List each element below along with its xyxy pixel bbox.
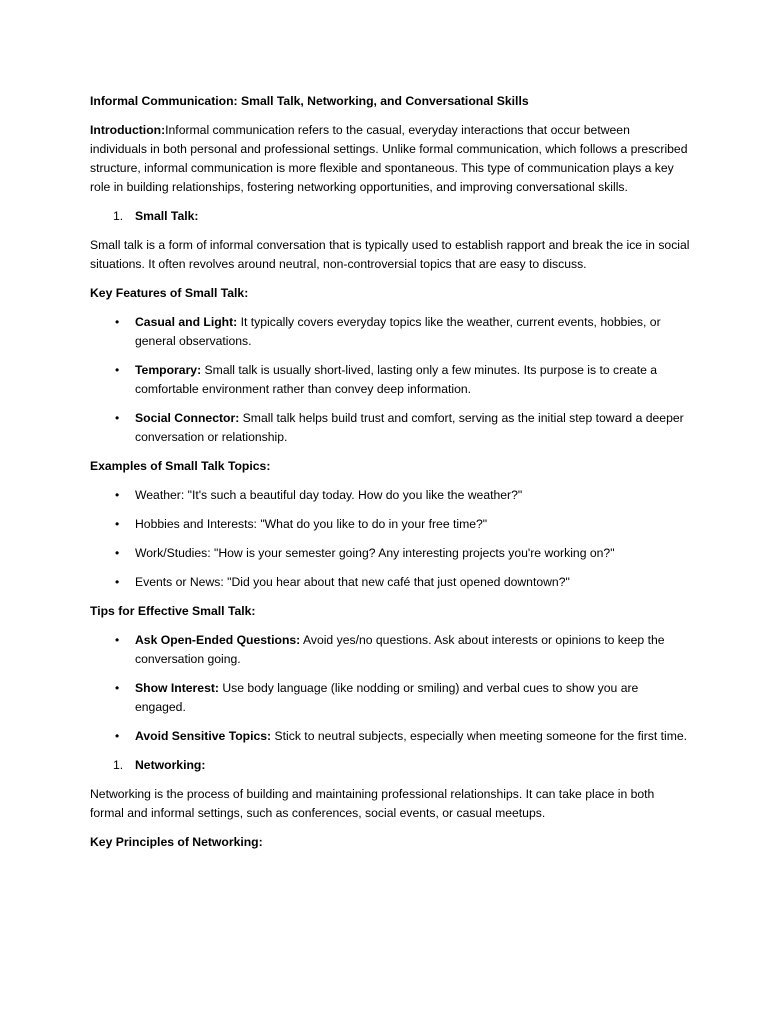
list-item: [90, 573, 690, 592]
list-item: [90, 313, 690, 351]
bullet-icon: •: [115, 488, 120, 502]
features-heading: Key Features of Small Talk:: [90, 286, 249, 300]
tips-heading: Tips for Effective Small Talk:: [90, 604, 256, 618]
list-item-label: Ask Open-Ended Questions:: [135, 633, 301, 647]
bullet-icon: •: [115, 546, 120, 560]
principles-heading: Key Principles of Networking:: [90, 835, 263, 849]
bullet-icon: •: [115, 315, 120, 329]
section-heading: Networking:: [135, 758, 206, 772]
section-networking-heading: [90, 756, 690, 775]
document-title: Informal Communication: Small Talk, Networking, and Conversational Skills: [90, 94, 529, 108]
intro-paragraph: [90, 121, 690, 197]
section-number: 1.: [113, 758, 124, 772]
list-item: [90, 679, 690, 717]
list-item-label: Show Interest:: [135, 681, 219, 695]
list-item-text: Use body language (like nodding or smiling) and verbal cues to show you are engaged.: [135, 681, 639, 714]
list-item: [90, 515, 690, 534]
list-item-label: Temporary:: [135, 363, 202, 377]
list-item-label: Avoid Sensitive Topics:: [135, 729, 272, 743]
bullet-icon: •: [115, 575, 120, 589]
intro-text: Informal communication refers to the casual, everyday interactions that occur between individuals in both personal and professional settings. Unlike formal communication, which follows a prescribed structure, informal communication is more flexible and spontaneous. This type of communication plays a key role in building relationships, fostering networking opportunities, and improving conversational skills.: [90, 123, 688, 194]
small-talk-paragraph: Small talk is a form of informal conversation that is typically used to establish rapport and break the ice in social situations. It often revolves around neutral, non-controversial topics that are easy to discuss.: [90, 238, 690, 271]
bullet-icon: •: [115, 411, 120, 425]
list-item: [90, 631, 690, 669]
bullet-icon: •: [115, 517, 120, 531]
bullet-icon: •: [115, 681, 120, 695]
list-item: [90, 727, 690, 746]
list-item-text: Avoid yes/no questions. Ask about interests or opinions to keep the conversation going.: [135, 633, 665, 666]
networking-paragraph: Networking is the process of building and maintaining professional relationships. It can take place in both formal and informal settings, such as conferences, social events, or casual meetups.: [90, 787, 655, 820]
list-item-text: Small talk is usually short-lived, lasting only a few minutes. Its purpose is to create a comfortable environment rather than convey deep information.: [135, 363, 658, 396]
list-item: [90, 409, 690, 447]
list-item-text: Weather: "It's such a beautiful day today. How do you like the weather?": [135, 488, 523, 502]
list-item-label: Social Connector:: [135, 411, 240, 425]
list-item: [90, 486, 690, 505]
list-item: [90, 544, 690, 563]
intro-label: Introduction:: [90, 123, 166, 137]
section-number: 1.: [113, 209, 124, 223]
list-item-text: It typically covers everyday topics like the weather, current events, hobbies, or general observations.: [135, 315, 661, 348]
section-heading: Small Talk:: [135, 209, 199, 223]
examples-heading: Examples of Small Talk Topics:: [90, 459, 271, 473]
bullet-icon: •: [115, 729, 120, 743]
list-item-text: Stick to neutral subjects, especially when meeting someone for the first time.: [271, 729, 688, 743]
document-page: [90, 92, 690, 862]
bullet-icon: •: [115, 363, 120, 377]
list-item-label: Casual and Light:: [135, 315, 238, 329]
section-small-talk-heading: [90, 207, 690, 226]
list-item-text: Work/Studies: "How is your semester going? Any interesting projects you're working on?": [135, 546, 615, 560]
list-item-text: Hobbies and Interests: "What do you like to do in your free time?": [135, 517, 488, 531]
list-item-text: Small talk helps build trust and comfort, serving as the initial step toward a deeper conversation or relationship.: [135, 411, 684, 444]
list-item: [90, 361, 690, 399]
list-item-text: Events or News: "Did you hear about that new café that just opened downtown?": [135, 575, 570, 589]
bullet-icon: •: [115, 633, 120, 647]
